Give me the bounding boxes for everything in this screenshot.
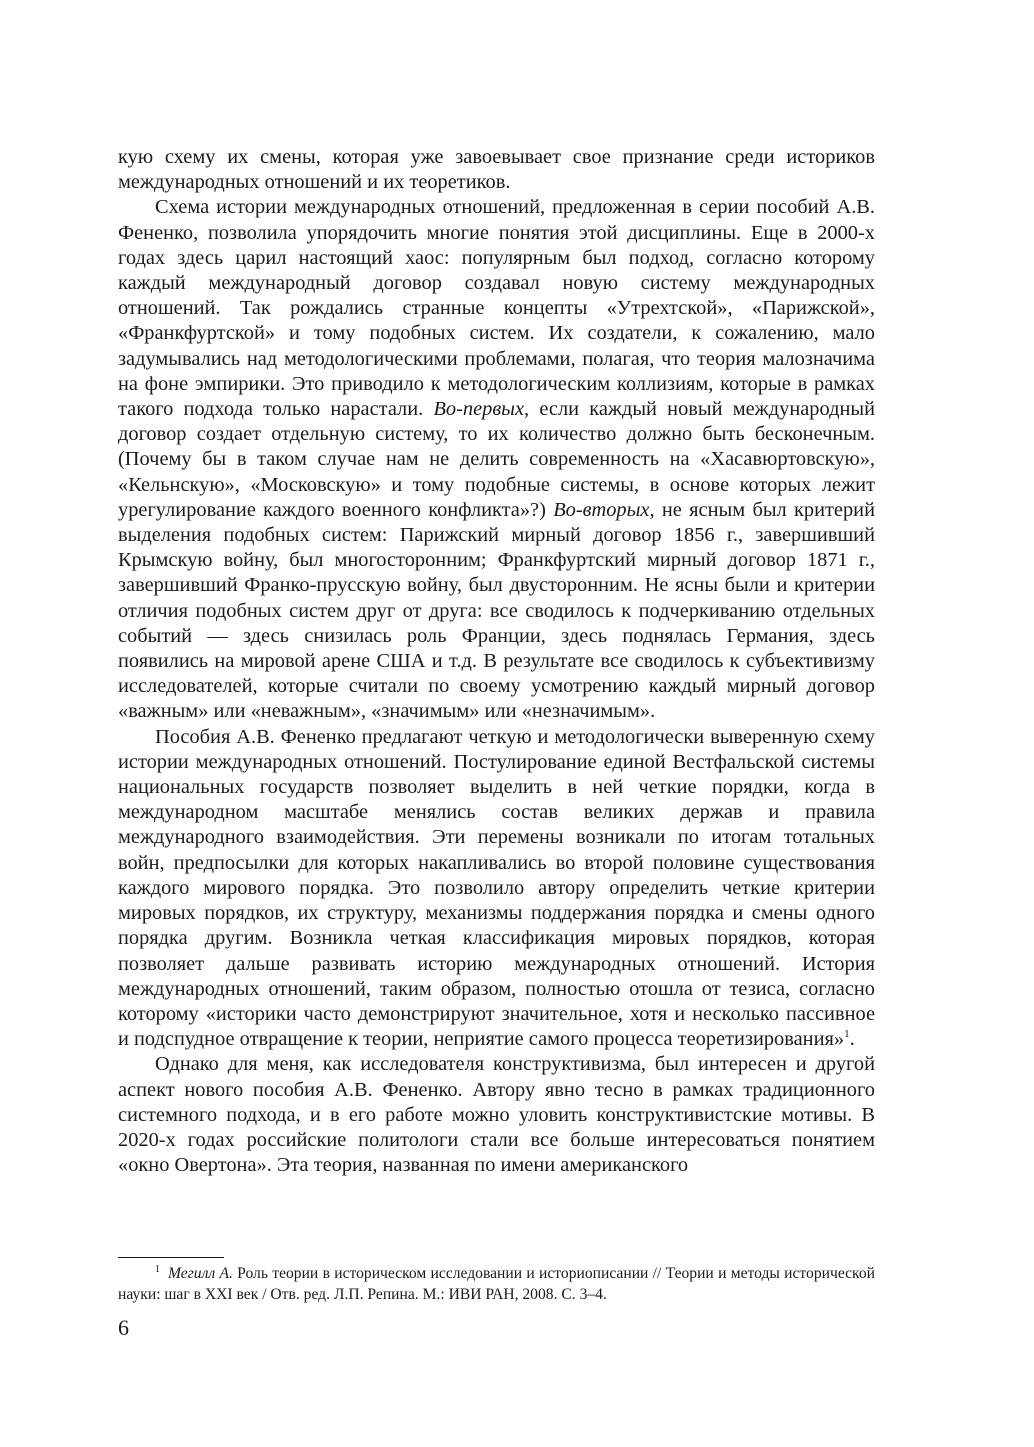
emphasis-second: Во-вторых xyxy=(553,498,650,521)
paragraph-scheme-history xyxy=(118,195,875,724)
paragraph-text: Пособия А.В. Фененко предлагают четкую и методологически выверенную схему истории международных отношений. Постулирование единой Вестфальской системы национальных государств позволяет выделить в ней четкие порядки, когда в международном масштабе менялись состав великих держав и правила международного взаимодействия. Эти перемены возникали по итогам тотальных войн, предпосылки для которых накапливались во второй половине существования каждого мирового порядка. Это позволило автору определить четкие критерии мировых порядков, их структуру, механизмы поддержания порядка и смены одного порядка другим. Возникла четкая классификация мировых порядков, которая позволяет дальше развивать историю международных отношений. История международных отношений, таким образом, полностью отошла от тезиса, согласно которому «историки часто демонстрируют значительное, хотя и несколько пассивное и подспудное отвращение к теории, неприятие самого процесса теоретизирования» xyxy=(118,725,875,1051)
footnote-reference[interactable]: 1 xyxy=(844,1028,850,1041)
paragraph-continuation: кую схему их смены, которая уже завоевывает свое признание среди историков международных отношений и их теоретиков. xyxy=(118,146,875,194)
page-number: 6 xyxy=(118,1315,129,1340)
paragraph-text: . xyxy=(849,1028,855,1051)
footnote xyxy=(118,1263,875,1305)
footnote-divider xyxy=(118,1257,224,1258)
body-text xyxy=(118,145,875,1178)
paragraph-text: , не ясным был критерий выделения подобных систем: Парижский мирный договор 1856 г., завершивший Крымскую войну, был многосторонним; Франкфуртский мирный договор 1871 г., завершивший Франко-прусскую войну, был двусторонним. Не ясны были и критерии отличия подобных систем друг от друга: все сводилось к подчеркиванию отдельных событий — здесь снизилась роль Франции, здесь поднялась Германия, здесь появились на мировой арене США и т.д. В результате все сводилось к субъективизму исследователей, которые считали по своему усмотрению каждый мирный договор «важным» или «неважным», «значимым» или «незначимым». xyxy=(118,498,875,723)
paragraph-text: Схема истории международных отношений, предложенная в серии пособий А.В. Фененко, позволила упорядочить многие понятия этой дисциплины. Еще в 2000-х годах здесь царил настоящий хаос: популярным был подход, согласно которому каждый международный договор создавал новую систему международных отношений. Так рождались странные концепты «Утрехтской», «Парижской», «Франкфуртской» и тому подобных систем. Их создатели, к сожалению, мало задумывались над методологическими проблемами, полагая, что теория малозначима на фоне эмпирики. Это приводило к методологическим коллизиям, которые в рамках такого подхода только нарастали. xyxy=(118,196,875,421)
footnote-text: Роль теории в историческом исследовании и историописании // Теории и методы исторической науки: шаг в XXI век / Отв. ред. Л.П. Репина. М.: ИВИ РАН, 2008. С. 3–4. xyxy=(118,1265,875,1303)
emphasis-first: Во-первых xyxy=(433,398,525,421)
paragraph-fenenko-manuals xyxy=(118,725,875,1053)
paragraph-text: , если каждый новый международный договор создает отдельную систему, то их количество должно быть бесконечным. (Почему бы в таком случае нам не делить современность на «Хасавюртовскую», «Кельнскую», «Московскую» и тому подобные системы, в основе которых лежит урегулирование каждого военного конфликта»?) xyxy=(118,398,875,521)
footnote-author: Мегилл А. xyxy=(168,1265,233,1282)
paragraph-constructivism: Однако для меня, как исследователя конструктивизма, был интересен и другой аспект нового пособия А.В. Фененко. Автору явно тесно в рамках традиционного системного подхода, и в его работе можно уловить конструктивистские мотивы. В 2020-х годах российские политологи стали все больше интересоваться понятием «окно Овертона». Эта теория, названная по имени американского xyxy=(118,1053,875,1177)
footnote-number: 1 xyxy=(155,1263,160,1275)
